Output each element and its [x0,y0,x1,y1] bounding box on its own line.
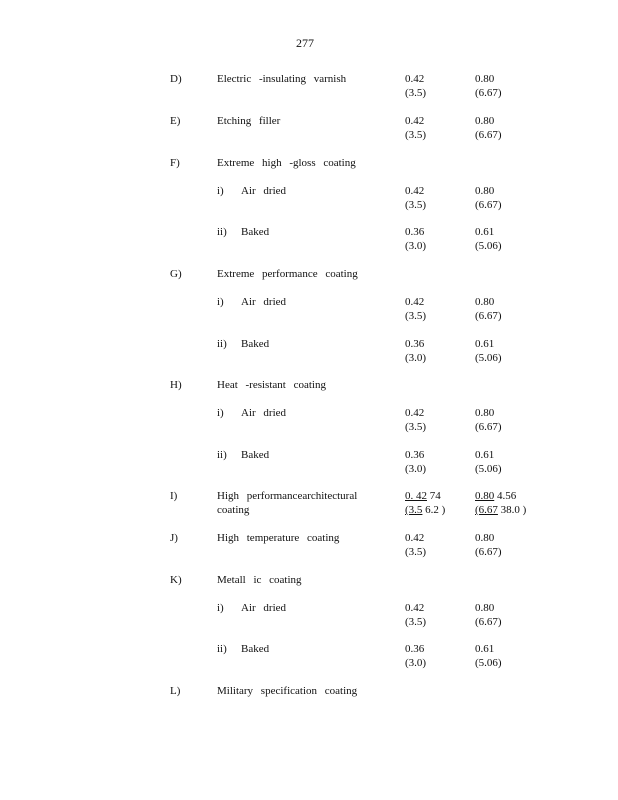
sub-number: i) [217,602,224,614]
row-letter: K) [170,574,182,586]
struck-old-value: 0.80 [475,490,495,502]
value-col-1: 0.36 (3.0) [405,643,427,669]
value-col-1: 0.42 (3.5) [405,73,427,99]
value-col-1: 0.42 (3.5) [405,115,427,141]
value-col-2: 0.61 (5.06) [475,226,502,252]
row-label: High performancearchitectural coating [217,490,358,516]
sub-number: ii) [217,643,227,655]
page-number: 277 [296,36,314,50]
row-h-ii [170,448,570,476]
value-col-2: 0.80 (6.67) [475,73,502,99]
row-e [170,114,570,142]
sub-label: Baked [241,226,270,238]
sub-label: Air dried [241,185,287,197]
value-col-2 [475,489,526,517]
row-letter: J) [170,532,178,544]
value-col-1: 0.42 (3.5) [405,407,427,433]
row-label: High temperature coating [217,532,340,544]
value-col-1: 0.36 (3.0) [405,338,427,364]
revised-value: 4.56 [494,490,517,502]
row-g-ii [170,337,570,365]
value-col-1: 0.42 (3.5) [405,602,427,628]
sub-number: ii) [217,338,227,350]
value-col-2: 0.61 (5.06) [475,338,502,364]
sub-label: Air dried [241,407,287,419]
value-col-2: 0.61 (5.06) [475,643,502,669]
row-h [170,378,570,392]
row-label: Etching filler [217,115,281,127]
row-letter: F) [170,157,180,169]
row-k-i [170,601,570,629]
row-label: Military specification coating [217,685,358,697]
row-k-ii [170,642,570,670]
value-col-2: 0.80 (6.67) [475,296,502,322]
value-col-1: 0.42 (3.5) [405,532,427,558]
value-col-2: 0.80 (6.67) [475,532,502,558]
revised-value: 38.0 ) [497,504,527,516]
value-col-1: 0.36 (3.0) [405,449,427,475]
value-col-1: 0.42 (3.5) [405,185,427,211]
sub-number: i) [217,185,224,197]
value-col-2: 0.80 (6.67) [475,185,502,211]
row-f-ii [170,225,570,253]
row-g [170,267,570,281]
sub-label: Baked [241,338,270,350]
row-letter: L) [170,685,181,697]
value-col-2: 0.80 (6.67) [475,602,502,628]
sub-number: i) [217,296,224,308]
row-f-i [170,184,570,212]
sub-label: Air dried [241,296,287,308]
sub-number: ii) [217,449,227,461]
row-label: Electric -insulating varnish [217,73,347,85]
value-col-2: 0.61 (5.06) [475,449,502,475]
row-letter: E) [170,115,181,127]
row-l [170,684,570,698]
row-label: Extreme performance coating [217,268,358,280]
row-label: Heat -resistant coating [217,379,326,391]
row-label: Metall ic coating [217,574,302,586]
sub-number: ii) [217,226,227,238]
struck-old-value: (3.5 [405,504,423,516]
struck-old-value: (6.67 [475,504,498,516]
row-letter: G) [170,268,182,280]
struck-old-value: 0. 42 [405,490,427,502]
value-col-2: 0.80 (6.67) [475,115,502,141]
row-label: Extreme high -gloss coating [217,157,356,169]
row-letter: H) [170,379,182,391]
row-h-i [170,406,570,434]
row-j [170,531,570,559]
sub-label: Baked [241,449,270,461]
value-col-1: 0.36 (3.0) [405,226,427,252]
revised-value: 74 [427,490,441,502]
sub-number: i) [217,407,224,419]
row-letter: D) [170,73,182,85]
sub-label: Baked [241,643,270,655]
row-letter: I) [170,490,178,502]
sub-label: Air dried [241,602,287,614]
row-d [170,72,570,100]
value-col-1 [405,489,445,517]
row-g-i [170,295,570,323]
row-f [170,156,570,170]
revised-value: 6.2 ) [422,504,446,516]
value-col-1: 0.42 (3.5) [405,296,427,322]
value-col-2: 0.80 (6.67) [475,407,502,433]
row-i [170,489,570,517]
row-k [170,573,570,587]
